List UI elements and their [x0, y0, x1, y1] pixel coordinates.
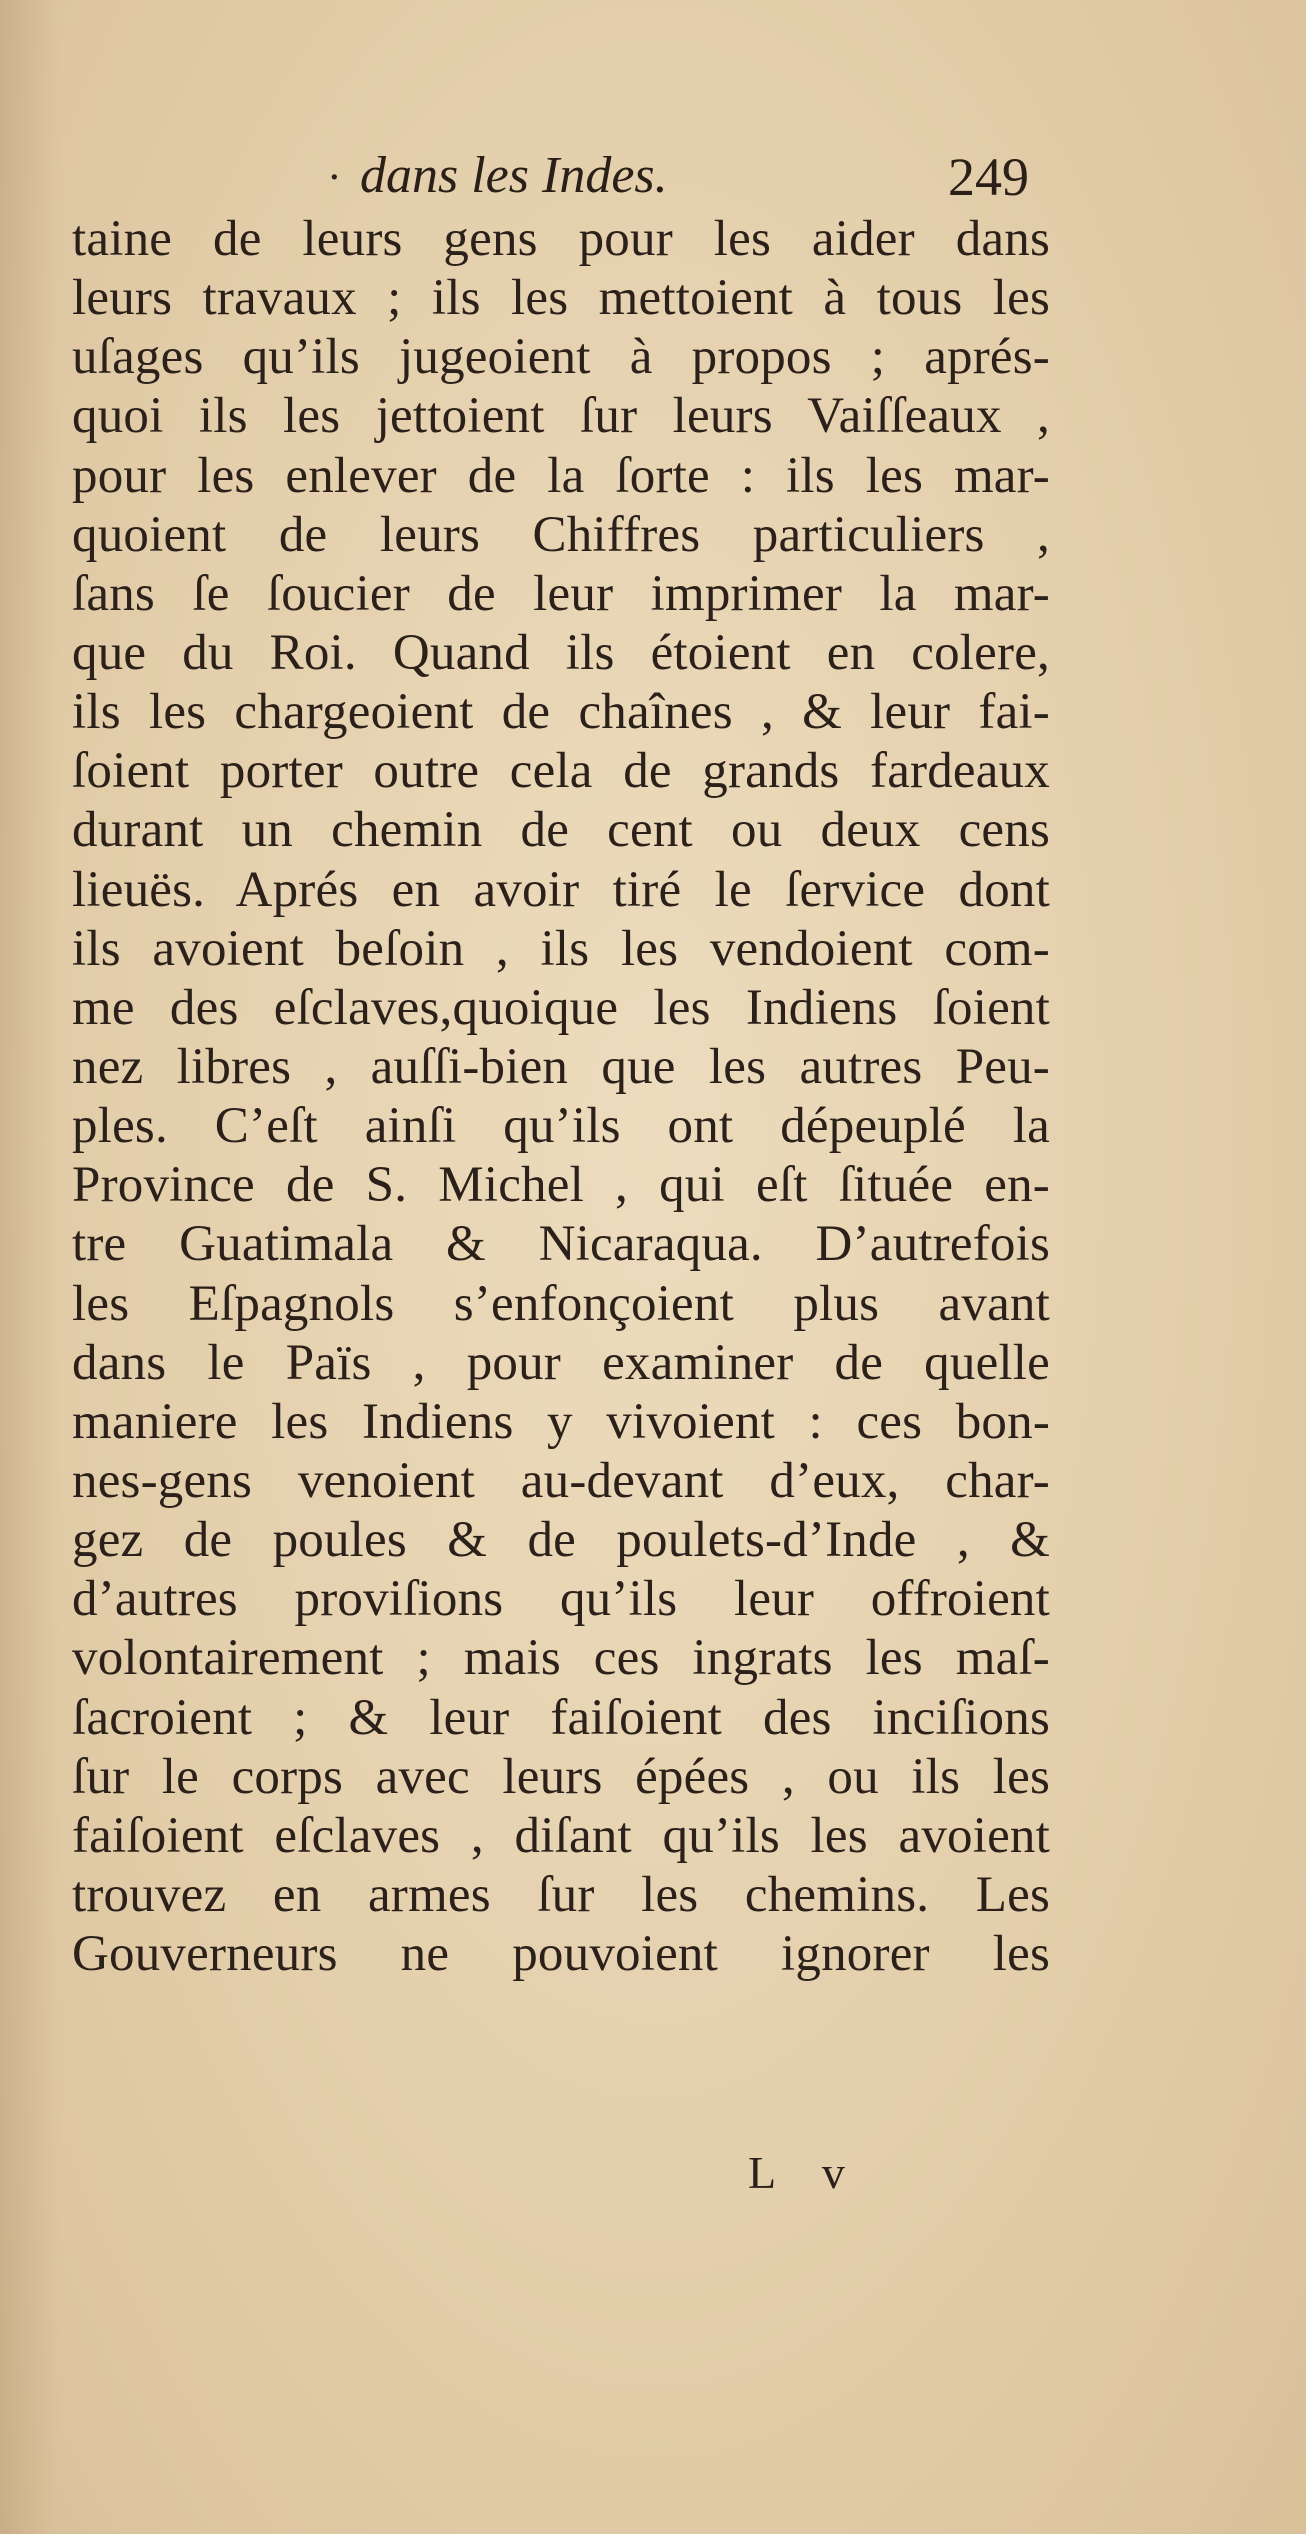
- text-line: d’autres proviſions qu’ils leur offroient: [72, 1571, 1050, 1628]
- text-line: taine de leurs gens pour les aider dans: [72, 211, 1050, 267]
- text-line: ſans ſe ſoucier de leur imprimer la mar-: [72, 565, 1050, 622]
- text-line: nez libres , auſſi-bien que les autres Peu-: [72, 1038, 1050, 1095]
- text-line: tre Guatimala & Nicaraqua. D’autrefois: [72, 1216, 1050, 1273]
- text-line: nes-gens venoient au-devant d’eux, char-: [72, 1452, 1050, 1509]
- text-line: ils avoient beſoin , ils les vendoient com-: [72, 920, 1050, 977]
- text-line: quoient de leurs Chiffres particuliers ,: [72, 506, 1050, 563]
- text-line: gez de poules & de poulets-d’Inde , &: [72, 1512, 1050, 1569]
- text-line: volontairement ; mais ces ingrats les maſ-: [72, 1630, 1050, 1687]
- text-line: maniere les Indiens y vivoient : ces bon-: [72, 1393, 1050, 1450]
- text-line: que du Roi. Quand ils étoient en colere,: [72, 624, 1050, 681]
- header-ornament: ·: [328, 155, 341, 201]
- text-line: leurs travaux ; ils les mettoient à tous les: [72, 270, 1050, 327]
- text-line: Province de S. Michel , qui eſt ſituée en-: [72, 1157, 1050, 1214]
- text-line: me des eſclaves,quoique les Indiens ſoient: [72, 979, 1050, 1036]
- signature-mark: L v: [748, 2147, 863, 2198]
- text-line: ples. C’eſt ainſi qu’ils ont dépeuplé la: [72, 1098, 1050, 1155]
- text-line: uſages qu’ils jugeoient à propos ; aprés-: [72, 329, 1050, 386]
- text-line: Gouverneurs ne pouvoient ignorer les: [72, 1926, 1050, 1983]
- text-line: lieuës. Aprés en avoir tiré le ſervice dont: [72, 861, 1050, 918]
- text-line: ils les chargeoient de chaînes , & leur fai-: [72, 684, 1050, 741]
- text-line: ſacroient ; & leur faiſoient des inciſions: [72, 1689, 1050, 1746]
- text-line: faiſoient eſclaves , diſant qu’ils les avoient: [72, 1807, 1050, 1864]
- text-line: quoi ils les jettoient ſur leurs Vaiſſeaux ,: [72, 388, 1050, 445]
- text-line: pour les enlever de la ſorte : ils les mar-: [72, 447, 1050, 504]
- text-line: durant un chemin de cent ou deux cens: [72, 802, 1050, 859]
- text-line: ſoient porter outre cela de grands fardeaux: [72, 743, 1050, 800]
- text-line: ſur le corps avec leurs épées , ou ils les: [72, 1748, 1050, 1805]
- body-text: [72, 210, 1050, 1984]
- text-line: dans le Païs , pour examiner de quelle: [72, 1334, 1050, 1391]
- page-header: [0, 140, 1306, 210]
- text-line: trouvez en armes ſur les chemins. Les: [72, 1866, 1050, 1923]
- running-title: dans les Indes.: [360, 147, 668, 204]
- page-number: 249: [948, 147, 1029, 207]
- text-line: les Eſpagnols s’enfonçoient plus avant: [72, 1275, 1050, 1332]
